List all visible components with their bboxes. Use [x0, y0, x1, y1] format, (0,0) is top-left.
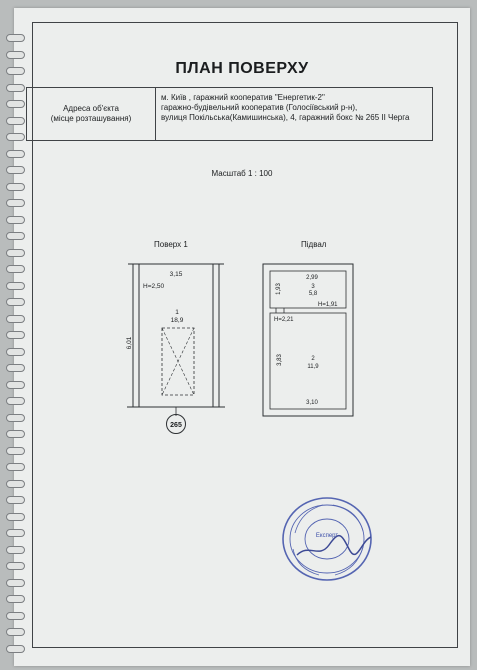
- room1-area: 18,9: [170, 317, 184, 324]
- room3-number: 3: [311, 284, 315, 290]
- floor1-height-label: H=2,50: [143, 283, 165, 290]
- floor1-width-dim: 3,15: [169, 271, 183, 278]
- room2-height-label: H=2,21: [274, 317, 294, 323]
- floor1-right-wall: [213, 264, 219, 407]
- page-title: ПЛАН ПОВЕРХУ: [175, 60, 309, 77]
- stamp-outer-ring: [283, 498, 371, 580]
- stamp-ring-lettering: [293, 505, 363, 575]
- official-stamp: [279, 493, 379, 588]
- floor1-plan: [127, 264, 225, 434]
- address-street-line: вулиця Покільська(Камишинська), 4, гаражний бокс № 265 II Черга: [161, 113, 410, 122]
- floor1-length-dim: 6,01: [126, 336, 133, 350]
- address-city-line: м. Київ , гаражний кооператив "Енергетик-2": [161, 93, 325, 102]
- address-coop-line: гаражно-будівельний кооператив (Голосіївський р-н),: [161, 103, 358, 112]
- address-label-note: (місце розташування): [50, 114, 132, 123]
- address-label: Адреса об'єкта: [63, 104, 119, 113]
- room3-area: 5,8: [308, 291, 318, 297]
- box-number: 265: [170, 422, 182, 429]
- room2-width-dim: 3,10: [306, 400, 318, 406]
- floor-plans: [14, 8, 470, 666]
- room2-area: 11,9: [307, 364, 319, 370]
- room1-number: 1: [175, 309, 179, 316]
- room3-side-dim: 1,93: [276, 283, 282, 295]
- basement-title: Підвал: [301, 240, 327, 249]
- room3-width-dim: 2,99: [306, 275, 318, 281]
- room2-side-dim: 3,83: [277, 354, 283, 366]
- stamp-middle-ring: [290, 505, 364, 573]
- stamp-center-text: Експерт: [315, 533, 339, 539]
- scale-label: Масштаб 1 : 100: [211, 169, 273, 178]
- floor1-left-wall: [133, 264, 139, 407]
- room2-number: 2: [311, 356, 315, 362]
- room3-height-label: H=1,91: [318, 302, 338, 308]
- floor1-title: Поверх 1: [154, 240, 188, 249]
- document-sheet: [14, 8, 470, 666]
